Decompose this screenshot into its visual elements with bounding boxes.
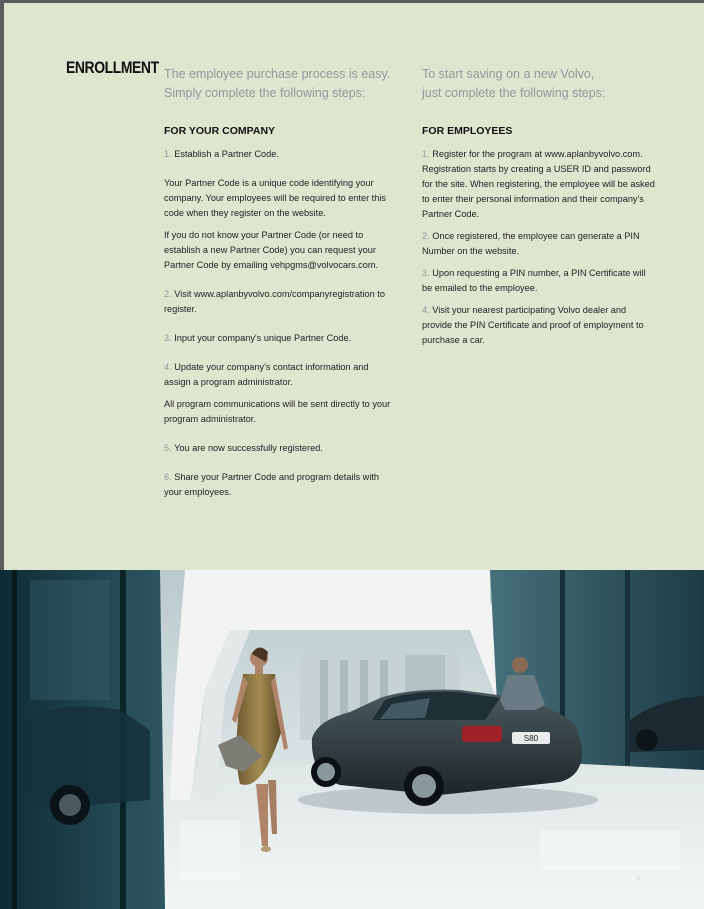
step-text: You are now successfully registered. — [174, 443, 323, 453]
company-step-note — [164, 176, 396, 221]
employees-heading: FOR EMPLOYEES — [422, 125, 513, 137]
step-number: 4. — [422, 305, 430, 315]
step-text: Upon requesting a PIN number, a PIN Certificate will be emailed to the employee. — [422, 268, 646, 293]
employee-step — [422, 303, 658, 348]
right-intro — [422, 65, 605, 103]
step-number: 6. — [164, 472, 172, 482]
company-step — [164, 441, 396, 456]
step-number: 4. — [164, 362, 172, 372]
step-number: 1. — [164, 149, 172, 159]
left-intro-line-1: The employee purchase process is easy. — [164, 67, 391, 81]
right-intro-line-2: just complete the following steps: — [422, 86, 606, 100]
page-number: 4 — [636, 876, 640, 883]
step-number: 2. — [164, 289, 172, 299]
step-number: 3. — [422, 268, 430, 278]
page-title: ENROLLMENT — [66, 58, 159, 77]
photo-illustration — [0, 570, 704, 909]
step-number: 1. — [422, 149, 430, 159]
step-text: Your Partner Code is a unique code identifying your company. Your employees will be required to enter this code when they register on the website. — [164, 178, 386, 218]
step-text: Input your company's unique Partner Code. — [174, 333, 352, 343]
step-text: Visit your nearest participating Volvo dealer and provide the PIN Certificate and proof of employment to purchase a car. — [422, 305, 644, 345]
step-text: Establish a Partner Code. — [174, 149, 279, 159]
company-step — [164, 287, 396, 317]
left-intro — [164, 65, 390, 103]
step-text: If you do not know your Partner Code (or need to establish a new Partner Code) you can request your Partner Code by emailing vehpgms@volvocars.com. — [164, 230, 379, 270]
step-text: Share your Partner Code and program details with your employees. — [164, 472, 380, 497]
step-text: Register for the program at www.aplanbyvolvo.com. Registration starts by creating a USER ID and password for the site. When registering, the employee will be asked to enter their personal information and their company's Partner Code. — [422, 149, 655, 219]
company-step-note — [164, 228, 396, 273]
step-number: 2. — [422, 231, 430, 241]
step-number: 5. — [164, 443, 172, 453]
company-step-note — [164, 397, 396, 427]
company-step — [164, 470, 396, 500]
company-step — [164, 147, 396, 162]
employee-step — [422, 147, 658, 222]
license-plate: S80 — [523, 734, 539, 743]
employee-steps — [422, 147, 658, 355]
step-number: 3. — [164, 333, 172, 343]
company-step — [164, 331, 396, 346]
step-text: Visit www.aplanbyvolvo.com/companyregistration to register. — [164, 289, 385, 314]
company-steps — [164, 147, 396, 514]
step-text: Update your company's contact information and assign a program administrator. — [164, 362, 369, 387]
step-text: All program communications will be sent directly to your program administrator. — [164, 399, 391, 424]
employee-step — [422, 229, 658, 259]
hero-photo — [0, 570, 704, 909]
employee-step — [422, 266, 658, 296]
company-step — [164, 360, 396, 390]
left-intro-line-2: Simply complete the following steps: — [164, 86, 366, 100]
step-text: Once registered, the employee can generate a PIN Number on the website. — [422, 231, 640, 256]
company-heading: FOR YOUR COMPANY — [164, 125, 276, 137]
right-intro-line-1: To start saving on a new Volvo, — [422, 67, 595, 81]
